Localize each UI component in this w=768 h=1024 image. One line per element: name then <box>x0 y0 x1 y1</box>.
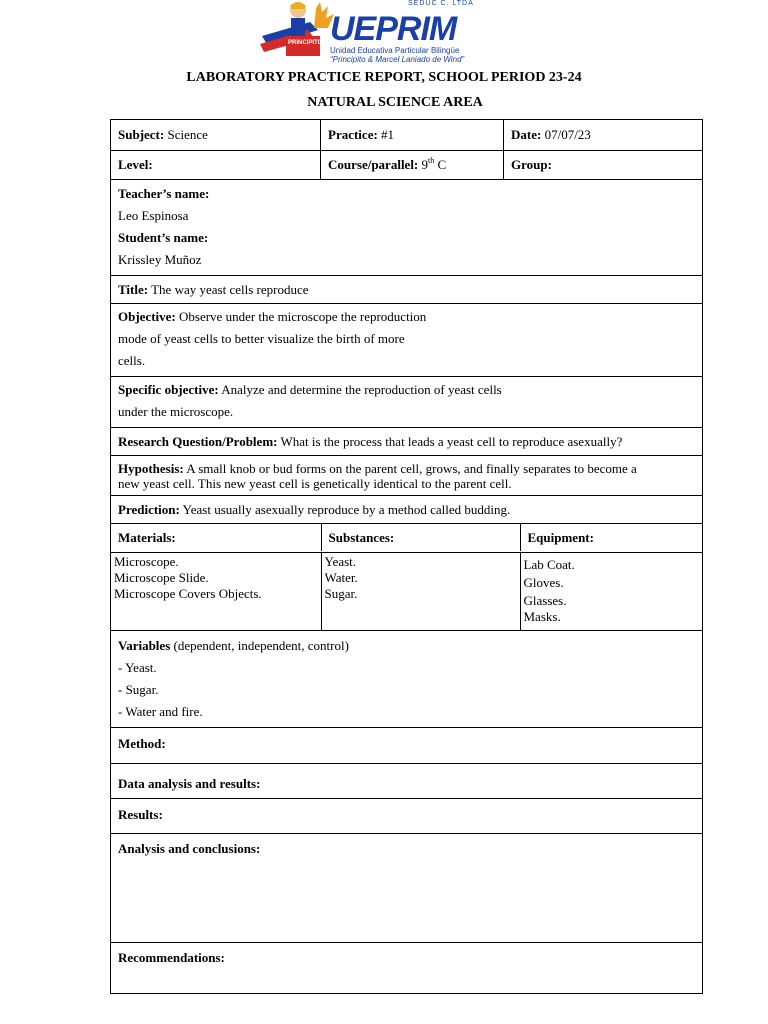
hypothesis-row <box>111 456 703 496</box>
substances-label-cell <box>321 524 520 551</box>
data-analysis-cell <box>111 764 703 799</box>
teacher-label: Teacher’s name: <box>118 186 210 201</box>
subject-label: Subject: <box>118 127 165 142</box>
materials-header-row <box>111 524 703 553</box>
equipment-item: Masks. <box>523 609 561 624</box>
names-cell <box>111 180 703 276</box>
research-cell <box>111 428 703 456</box>
substances-label: Substances: <box>328 530 395 545</box>
course-label: Course/parallel: <box>328 157 419 172</box>
logo-name: UEPRIM <box>330 10 457 48</box>
logo-badge: PRINCIPITO <box>288 40 323 46</box>
equipment-label-cell <box>520 524 703 551</box>
substance-item: Water. <box>324 570 358 585</box>
variables-cell <box>111 631 703 728</box>
group-cell <box>504 151 703 180</box>
date-value: 07/07/23 <box>544 127 591 142</box>
prediction-label: Prediction: <box>118 502 180 517</box>
title-label: Title: <box>118 282 149 297</box>
logo-school-name: Unidad Educativa Particular Bilingüe <box>330 46 460 55</box>
info-row-1 <box>111 120 703 151</box>
subject-cell <box>111 120 321 151</box>
substances-list <box>321 553 520 630</box>
specific-line-2: under the microscope. <box>118 404 234 419</box>
logo-school-motto: “Principito & Marcel Laniado de Wind” <box>330 55 465 64</box>
data-analysis-label: Data analysis and results: <box>118 776 261 791</box>
title-cell <box>111 276 703 304</box>
variable-item: - Yeast. <box>118 660 157 675</box>
report-title: LABORATORY PRACTICE REPORT, SCHOOL PERIOD 23-24 <box>186 70 582 85</box>
course-cell <box>321 151 504 180</box>
level-cell <box>111 151 321 180</box>
teacher-name: Leo Espinosa <box>118 208 189 223</box>
recommendations-row <box>111 943 703 994</box>
materials-header-cell <box>111 524 703 553</box>
student-label: Student’s name: <box>118 230 209 245</box>
course-letter: C <box>437 157 447 172</box>
names-row <box>111 180 703 276</box>
area-title: NATURAL SCIENCE AREA <box>307 95 483 110</box>
school-logo <box>258 0 498 64</box>
level-label: Level: <box>118 157 153 172</box>
hypothesis-label: Hypothesis: <box>118 461 184 476</box>
hypothesis-cell <box>111 456 703 496</box>
materials-list-table <box>111 553 703 630</box>
analysis-cell <box>111 834 703 943</box>
course-suffix: th <box>428 156 435 165</box>
material-item: Microscope Slide. <box>114 570 209 585</box>
logo-mascot-icon <box>258 0 336 64</box>
recommendations-label: Recommendations: <box>118 950 225 965</box>
hypothesis-line-2: new yeast cell. This new yeast cell is genetically identical to the parent cell. <box>118 476 512 491</box>
method-row <box>111 728 703 764</box>
hypothesis-line-1: A small knob or bud forms on the parent cell, grows, and finally separates to become a <box>186 461 637 476</box>
practice-label: Practice: <box>328 127 378 142</box>
variables-row <box>111 631 703 728</box>
results-label: Results: <box>118 807 163 822</box>
equipment-item: Glasses. <box>523 593 567 608</box>
student-name: Krissley Muñoz <box>118 252 202 267</box>
objective-cell <box>111 304 703 377</box>
variable-item: - Water and fire. <box>118 704 203 719</box>
equipment-list <box>520 553 703 630</box>
analysis-label: Analysis and conclusions: <box>118 841 261 856</box>
research-row <box>111 428 703 456</box>
specific-objective-cell <box>111 377 703 428</box>
date-label: Date: <box>511 127 542 142</box>
variables-heading: Variables (dependent, independent, control) <box>118 638 349 653</box>
analysis-row <box>111 834 703 943</box>
logo-company: SEDUC C. LTDA <box>408 0 474 7</box>
material-item: Microscope Covers Objects. <box>114 586 262 601</box>
equipment-item: Lab Coat. <box>523 557 575 572</box>
objective-row <box>111 304 703 377</box>
materials-row <box>111 553 703 631</box>
group-label: Group: <box>511 157 552 172</box>
materials-label-cell <box>111 524 321 551</box>
info-row-2 <box>111 151 703 180</box>
report-table <box>110 119 703 994</box>
materials-list-cell <box>111 553 703 631</box>
objective-line-1: Objective: Observe under the microscope the reproduction <box>118 309 427 324</box>
specific-line-1: Specific objective: Analyze and determine the reproduction of yeast cells <box>118 382 502 397</box>
data-analysis-row <box>111 764 703 799</box>
material-item: Microscope. <box>114 554 179 569</box>
results-cell <box>111 799 703 834</box>
method-cell <box>111 728 703 764</box>
research-label: Research Question/Problem: <box>118 434 278 449</box>
equipment-item: Gloves. <box>523 575 564 590</box>
equipment-label: Equipment: <box>527 530 594 545</box>
materials-label: Materials: <box>118 530 176 545</box>
recommendations-cell <box>111 943 703 994</box>
variable-item: - Sugar. <box>118 682 159 697</box>
substance-item: Yeast. <box>324 554 357 569</box>
research-value: What is the process that leads a yeast cell to reproduce asexually? <box>280 434 623 449</box>
prediction-cell <box>111 496 703 524</box>
course-number: 9 <box>421 157 429 172</box>
date-cell <box>504 120 703 151</box>
subject-value: Science <box>167 127 208 142</box>
materials-header-table <box>111 524 703 551</box>
title-value: The way yeast cells reproduce <box>151 282 309 297</box>
prediction-value: Yeast usually asexually reproduce by a method called budding. <box>182 502 511 517</box>
objective-line-2: mode of yeast cells to better visualize the birth of more <box>118 331 405 346</box>
title-row <box>111 276 703 304</box>
results-row <box>111 799 703 834</box>
method-label: Method: <box>118 736 166 751</box>
practice-value: #1 <box>381 127 395 142</box>
substance-item: Sugar. <box>324 586 358 601</box>
practice-cell <box>321 120 504 151</box>
prediction-row <box>111 496 703 524</box>
specific-objective-row <box>111 377 703 428</box>
objective-line-3: cells. <box>118 353 146 368</box>
materials-list <box>111 553 321 630</box>
